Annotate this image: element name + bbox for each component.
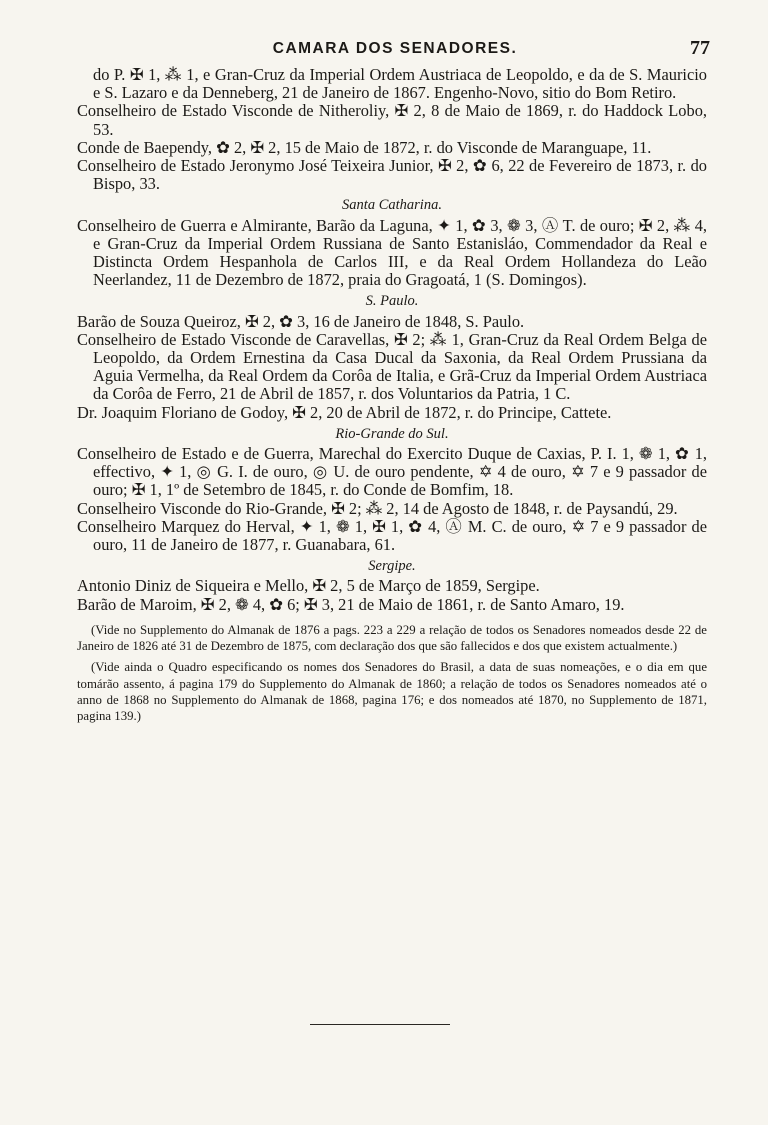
list-entry: Conselheiro de Estado Visconde de Caravellas, ✠ 2; ⁂ 1, Gran-Cruz da Real Ordem Belga de Leopoldo, da Ordem Ernestina da Casa Ducal da Saxonia, da Real Ordem Prussiana da Aguia Vermelha, da Real Ordem da Corôa de Italia, e Grã-Cruz da Imperial Ordem Austriaca da Corôa de Ferro, 21 de Abril de 1857, r. dos Voluntarios da Patria, 1 C. <box>77 329 707 404</box>
section-heading-rio-grande-do-sul: Rio-Grande do Sul. <box>335 425 449 442</box>
list-entry: Barão de Maroim, ✠ 2, ❁ 4, ✿ 6; ✠ 3, 21 de Maio de 1861, r. de Santo Amaro, 19. <box>77 594 625 614</box>
footnote: (Vide no Supplemento do Almanak de 1876 a pags. 223 a 229 a relação de todos os Senadores nomeados desde 22 de Janeiro de 1826 até 31 de Dezembro de 1875, com declaração dos que são fallecidos e dos que existem actualmente.) <box>77 622 707 654</box>
page-header <box>80 37 710 66</box>
section-heading-sao-paulo: S. Paulo. <box>365 293 419 310</box>
list-entry: Conselheiro de Estado e de Guerra, Marechal do Exercito Duque de Caxias, P. I. 1, ❁ 1, ✿ 1, effectivo, ✦ 1, ◎ G. I. de ouro, ◎ U. de ouro pendente, ✡ 4 de ouro, ✡ 7 e 9 passador de ouro; ✠ 1, 1º de Setembro de 1845, r. do Conde de Bomfim, 18. <box>77 444 707 500</box>
list-entry: Conselheiro de Estado Jeronymo José Teixeira Junior, ✠ 2, ✿ 6, 22 de Fevereiro de 1873, r. do Bispo, 33. <box>77 156 707 194</box>
section-heading-santa-catharina: Santa Catharina. <box>342 197 442 214</box>
closing-rule <box>310 1024 450 1025</box>
list-entry: Dr. Joaquim Floriano de Godoy, ✠ 2, 20 de Abril de 1872, r. do Principe, Cattete. <box>77 402 612 422</box>
list-entry: Conselheiro Visconde do Rio-Grande, ✠ 2; ⁂ 2, 14 de Agosto de 1848, r. de Paysandú, 29. <box>77 498 678 518</box>
list-entry: Barão de Souza Queiroz, ✠ 2, ✿ 3, 16 de Janeiro de 1848, S. Paulo. <box>77 311 525 331</box>
page-number: 77 <box>690 37 710 59</box>
footnote: (Vide ainda o Quadro especificando os nomes dos Senadores do Brasil, a data de suas nomeações, e o dia em que tomárão assento, á pagina 179 do Supplemento do Almanak de 1860; a relação de todos os Senadores nomeados até o anno de 1868 no Supplemento do Almanak de 1868, pagina 176; e dos nomeados até 1870, no Supplemento de 1871, pagina 139.) <box>77 660 707 723</box>
list-entry: Conselheiro de Estado Visconde de Nitheroliy, ✠ 2, 8 de Maio de 1869, r. do Haddock Lobo, 53. <box>77 101 707 139</box>
running-title: CAMARA DOS SENADORES. <box>272 40 518 57</box>
list-entry: Conde de Baependy, ✿ 2, ✠ 2, 15 de Maio de 1872, r. do Visconde de Maranguape, 11. <box>77 137 652 157</box>
list-entry: Conselheiro de Guerra e Almirante, Barão da Laguna, ✦ 1, ✿ 3, ❁ 3, Ⓐ T. de ouro; ✠ 2, ⁂ 4, e Gran-Cruz da Imperial Ordem Russiana de Santo Estanisláo, Commendador da Real e Distincta Ordem Hespanhola de Carlos III, e da Real Ordem Hollandeza do Leão Neerlandez, 11 de Dezembro de 1872, praia do Gragoatá, 1 (S. Domingos). <box>77 215 707 290</box>
footnotes <box>77 622 707 724</box>
section-heading-sergipe: Sergipe. <box>368 558 416 575</box>
list-entry: do P. ✠ 1, ⁂ 1, e Gran-Cruz da Imperial Ordem Austriaca de Leopoldo, e da de S. Mauricio e S. Lazaro e da Denneberg, 21 de Janeiro de 1867. Engenho-Novo, sitio do Bom Retiro. <box>93 65 707 103</box>
list-entry: Conselheiro Marquez do Herval, ✦ 1, ❁ 1, ✠ 1, ✿ 4, Ⓐ M. C. de ouro, ✡ 7 e 9 passador de ouro, 11 de Janeiro de 1877, r. Guanabara, 61. <box>77 516 707 555</box>
senators-list <box>77 66 707 729</box>
list-entry: Antonio Diniz de Siqueira e Mello, ✠ 2, 5 de Março de 1859, Sergipe. <box>77 576 540 596</box>
